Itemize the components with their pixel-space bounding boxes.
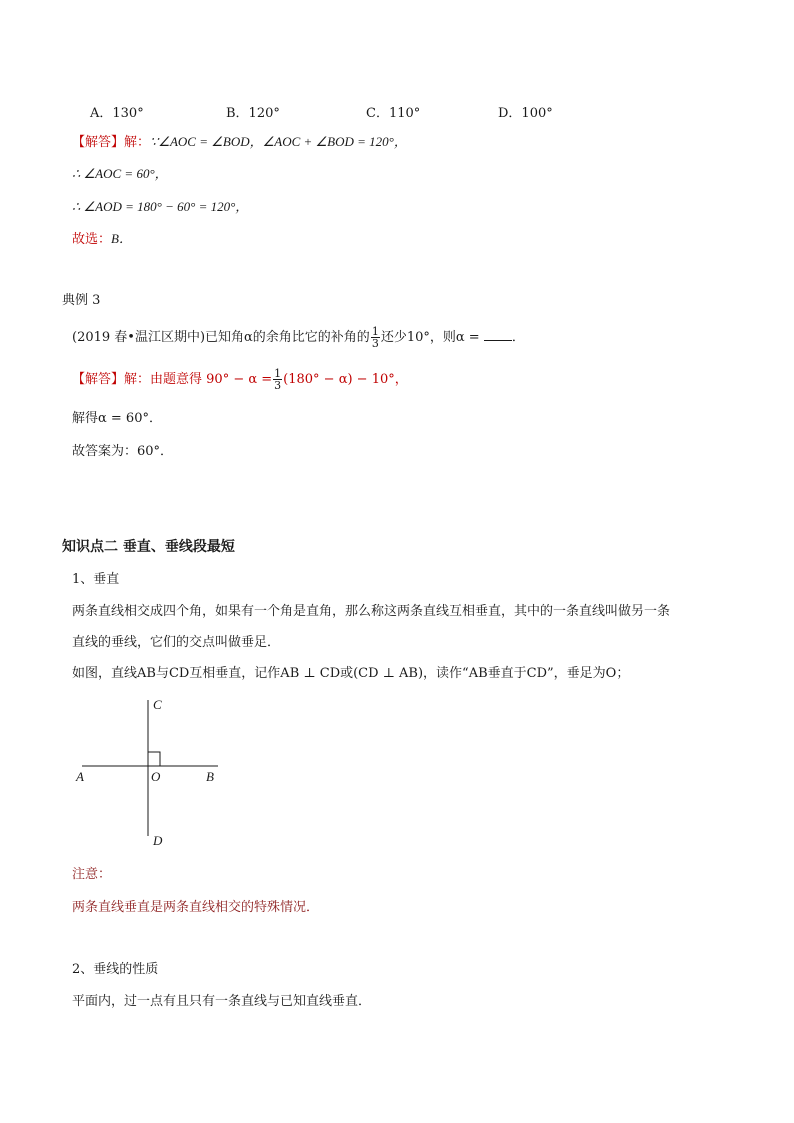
question-prefix: (2019 春•温江区期中)已知角α的余角比它的补角的	[72, 330, 370, 345]
solution-label: 【解答】	[72, 372, 125, 387]
fraction-numerator: 1	[371, 325, 379, 338]
example-3-title: 典例 3	[62, 293, 101, 308]
label-a: A	[76, 769, 84, 784]
label-b: B	[206, 769, 214, 784]
fraction-one-third	[273, 368, 282, 391]
label-c: C	[153, 697, 162, 712]
note-title: 注意：	[72, 867, 112, 882]
q2-step-2: ∴ ∠AOD = 180° − 60° = 120°，	[72, 199, 249, 214]
definition-line-2: 直线的垂线，它们的交点叫做垂足．	[72, 635, 281, 650]
option-b: B．120°	[226, 106, 280, 121]
question-suffix: 还少10°，则α =	[380, 330, 480, 345]
fraction-one-third	[371, 326, 380, 349]
solution-equation: ∵∠AOC = ∠BOD，∠AOC + ∠BOD = 120°，	[150, 134, 407, 149]
fraction-denominator: 3	[274, 379, 282, 392]
option-c: C．110°	[366, 106, 421, 121]
fraction-numerator: 1	[274, 367, 282, 380]
option-d: D．100°	[498, 106, 553, 121]
example-3-solution	[72, 368, 408, 391]
right-angle-mark	[148, 752, 160, 766]
example-3-solved: 解得α = 60°．	[72, 411, 162, 426]
answer-prefix: 故选：	[72, 232, 112, 247]
label-d: D	[153, 833, 163, 848]
subsection-perpendicular: 1、垂直	[72, 572, 120, 587]
solution-text-b: (180° − α) − 10°，	[283, 372, 408, 387]
note-text: 两条直线垂直是两条直线相交的特殊情况．	[72, 900, 320, 915]
property-text: 平面内，过一点有且只有一条直线与已知直线垂直．	[72, 994, 372, 1009]
q2-step-1: ∴ ∠AOC = 60°，	[72, 166, 168, 181]
answer-value: B．	[111, 231, 132, 246]
solution-text-a: 解：由题意得 90° − α =	[124, 372, 273, 387]
figure-description: 如图，直线AB与CD互相垂直，记作AB ⊥ CD或(CD ⊥ AB)，读作“AB垂直于CD”，垂足为O；	[72, 666, 630, 681]
option-a: A．130°	[90, 106, 144, 121]
example-3-question	[72, 326, 525, 349]
solution-label: 【解答】	[72, 135, 125, 150]
solution-prefix: 解：	[124, 135, 151, 150]
subsection-property: 2、垂线的性质	[72, 962, 159, 977]
definition-line-1: 两条直线相交成四个角，如果有一个角是直角，那么称这两条直线互相垂直，其中的一条直线叫做另一条	[72, 604, 671, 619]
section-heading: 知识点二 垂直、垂线段最短	[62, 539, 235, 555]
question-end: ．	[511, 330, 525, 345]
answer-blank	[484, 328, 512, 341]
label-o: O	[151, 769, 161, 784]
q2-answer	[72, 229, 132, 250]
fraction-denominator: 3	[371, 337, 379, 350]
q2-solution-line	[72, 132, 407, 153]
example-3-answer: 故答案为：60°．	[72, 444, 174, 459]
